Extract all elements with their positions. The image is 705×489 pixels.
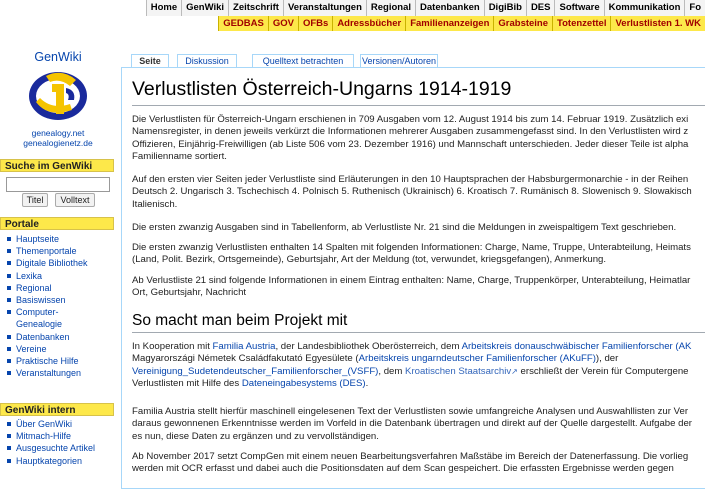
nav-main-8[interactable]: Software [554,0,603,16]
bullet-icon [7,310,11,314]
nav-main-6[interactable]: DigiBib [484,0,526,16]
search-fulltext-button[interactable]: Volltext [55,193,95,207]
nav-db-2[interactable]: OFBs [298,16,332,31]
intern-list [6,418,116,467]
portale-item[interactable] [6,355,116,367]
search-title-button[interactable]: Titel [22,193,48,207]
intern-label: Mitmach-Hilfe [16,431,72,442]
portale-label: Genealogie [16,319,63,330]
portale-label: Datenbanken [16,331,70,342]
search-heading: Suche im GenWiki [0,159,114,172]
portale-item[interactable] [6,318,116,330]
portale-item[interactable] [6,270,116,282]
paragraph-entry-info: Ab Verlustliste 21 sind folgende Informationen in einem Eintrag enthalten: Name, Charge, Truppenkörper, Unterabteilung, Heimatlar Ort, Geburtsjahr, Nachricht [132,275,691,299]
portale-item[interactable] [6,343,116,355]
nav-main-2[interactable]: Zeitschrift [228,0,283,16]
portale-item[interactable] [6,282,116,294]
bullet-icon [7,249,11,253]
tab-page[interactable]: Seite [131,54,169,67]
logo-domain-2: genealogienetz.de [23,138,93,148]
logo-domain-1: genealogy.net [31,128,85,138]
paragraph-columns: Die ersten zwanzig Verlustlisten enthalten 14 Spalten mit folgenden Informationen: Charge, Name, Truppe, Unterabteilung, Heimats (Land, Polit. Bezirk, Ortsgemeinde), Geburtsjahr, Art der Meldung (tot, verwundet, kriegsgefangen), Anmerkung. [132,242,691,266]
link-des[interactable]: Dateneingabesystems (DES) [241,377,366,389]
portale-label: Hauptseite [16,234,60,244]
portale-item[interactable] [6,257,116,269]
paragraph-languages: Auf den ersten vier Seiten jeder Verlustliste sind Erläuterungen in den 10 Hauptsprachen der Habsburgermonarchie - in der Reihen Deutsch 2. Ungarisch 3. Tschechisch 4. Polnisch 5. Ruthenisch (Ukrainisch) 6. Kroatisch 7. Rumänisch 8. Slowenisch 9. Slowakisch Italienisch. [132,174,692,210]
nav-main-9[interactable]: Kommunikation [604,0,685,16]
tab-view-source[interactable]: Quelltext betrachten [252,54,354,67]
portale-item[interactable] [6,245,116,257]
external-link-icon: ↗ [511,366,518,376]
bullet-icon [7,371,11,375]
tab-history[interactable]: Versionen/Autoren [361,56,437,66]
content-area [121,67,705,489]
link-familia-austria[interactable]: Familia Austria [212,341,276,352]
bullet-icon [7,335,11,339]
tab-discussion[interactable]: Diskussion [177,54,237,67]
paragraph-format: Die ersten zwanzig Ausgaben sind in Tabellenform, ab Verlustliste Nr. 21 sind die Meldungen in zweispaltigem Text geschrieben. [132,222,677,233]
nav-db-5[interactable]: Grabsteine [493,16,552,31]
portale-item[interactable] [6,233,116,245]
nav-db-7[interactable]: Verlustlisten 1. WK [610,16,705,31]
genwiki-logo-icon [26,66,90,122]
portale-label: Regional [16,282,52,293]
nav-main-1[interactable]: GenWiki [181,0,228,16]
nav-db-6[interactable]: Totenzettel [552,16,610,31]
bullet-icon [7,446,11,450]
intern-label: Hauptkategorien [16,455,83,466]
portale-label: Praktische Hilfe [16,356,79,367]
title-divider [132,105,705,106]
link-ak-donauschwaben[interactable]: Arbeitskreis donauschwäbischer Familienforscher (AK [461,341,692,352]
portale-label: Veranstaltungen [16,368,82,379]
intern-item[interactable] [6,442,116,454]
intern-label: Ausgesuchte Artikel [16,443,96,454]
bullet-icon [7,274,11,278]
section-heading-participate: So macht man beim Projekt mit [132,312,348,329]
nav-main-10[interactable]: Fo [684,0,705,16]
link-akuff[interactable]: Arbeitskreis ungarndeutscher Familienforscher (AKuFF) [358,353,596,365]
search-input[interactable] [6,177,110,192]
intern-item[interactable] [6,455,116,467]
portale-item[interactable] [6,294,116,306]
intern-label: Über GenWiki [16,419,73,429]
nav-db-1[interactable]: GOV [268,16,298,31]
bullet-icon [7,237,11,241]
intern-heading: GenWiki intern [0,403,114,416]
portale-list [6,233,116,379]
bullet-icon [7,459,11,463]
portale-item[interactable] [6,306,116,318]
site-logo[interactable] [0,40,116,152]
paragraph-compgen: Ab November 2017 setzt CompGen mit einem neuen Bearbeitungsverfahren Maßstäbe im Bereich der Datenerfassung. Die vorlieg werden mit OCR erfasst und dabei auch die Positionsdaten auf dem Scan gespeichert. Die erfassten Ergebnisse werden gegen [132,451,689,475]
bullet-icon [7,422,11,426]
nav-main-7[interactable]: DES [526,0,555,16]
portale-heading: Portale [0,217,114,230]
paragraph-intro: Die Verlustlisten für Österreich-Ungarn erschienen in 709 Ausgaben vom 12. August 1914 bis zum 14. Februar 1919. Zusätzlich exi Namensregister, in denen jeweils verkürzt die Informationen mehrerer Ausgaben zusammengefasst sind. In den Verlustlisten wird z Offizieren, Einjährig-Freiwilligen (ab Liste 506 vom 23. Dezember 1916) und Mannschaft unterschieden. Jeder dieser Teile ist alpha Familienname sortiert. [132,114,689,162]
paragraph-cooperation: In Kooperation mit Familia Austria, der Landesbibliothek Oberösterreich, dem Arbeitskreis donauschwäbischer Familienforscher (AK Magyarországi Németek Családfakutató Egyesülete (Arbeitskreis ungarndeutscher Familienforscher (AKuFF)), der Vereinigung_Sudetendeutscher_Familienforscher_(VSFF), dem Kroatischen Staatsarchiv↗ erschließt der Verein für Computergene Verlustlisten mit Hilfe des Dateneingabesystems (DES). [132,341,692,389]
nav-db-0[interactable]: GEDBAS [218,16,268,31]
nav-main-0[interactable]: Home [146,0,181,16]
top-nav-databases [0,16,705,31]
bullet-icon [7,261,11,265]
nav-main-3[interactable]: Veranstaltungen [283,0,366,16]
logo-title: GenWiki [34,50,82,64]
bullet-icon [7,347,11,351]
portale-label: Computer- [16,307,59,318]
bullet-icon [7,434,11,438]
portale-item[interactable] [6,367,116,379]
link-kroatisches-staatsarchiv[interactable]: Kroatischen Staatsarchiv [405,365,512,377]
paragraph-familia-austria: Familia Austria stellt hierfür maschinell eingelesenen Text der Verlustlisten sowie umfangreiche Analysen und Auswahllisten zur Ver daraus gewonnenen Erkenntnisse werden im Vorfeld in die Datenbank übertragen und direkt auf der Quelle dargestellt. Aufgabe der es nun, diese Daten zu ergänzen und zu vervollständigen. [132,406,692,442]
portale-item[interactable] [6,331,116,343]
nav-main-5[interactable]: Datenbanken [415,0,484,16]
bullet-icon [7,298,11,302]
portale-label: Vereine [16,343,47,354]
nav-main-4[interactable]: Regional [366,0,415,16]
portale-label: Digitale Bibliothek [16,258,88,269]
top-nav-main [0,0,705,17]
bullet-icon [7,286,11,290]
intern-item[interactable] [6,430,116,442]
nav-db-4[interactable]: Familienanzeigen [405,16,493,31]
portale-label: Basiswissen [16,295,66,306]
bullet-icon [7,359,11,363]
link-vsff[interactable]: Vereinigung_Sudetendeutscher_Familienforscher_(VSFF) [132,365,379,377]
intern-item[interactable] [6,418,116,430]
portale-label: Themenportale [16,246,77,257]
portale-label: Lexika [16,270,43,281]
page-title: Verlustlisten Österreich-Ungarns 1914-1919 [132,78,512,100]
nav-db-3[interactable]: Adressbücher [332,16,405,31]
section-divider [132,332,705,333]
